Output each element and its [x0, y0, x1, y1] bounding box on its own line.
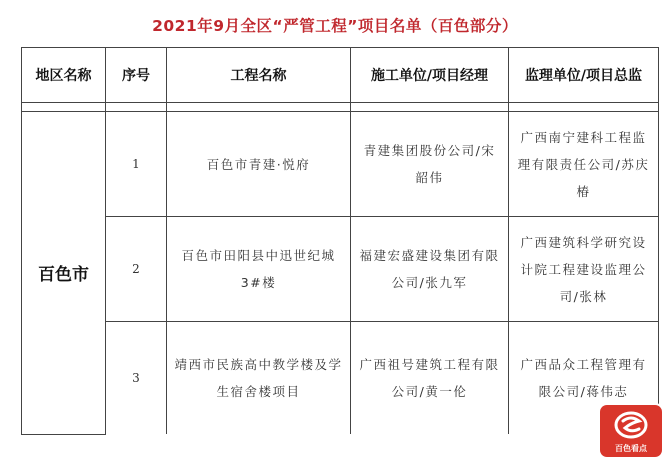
project-cell: 百色市田阳县中迅世纪城3#楼 — [167, 217, 351, 322]
table-row — [22, 322, 659, 435]
header-project: 工程名称 — [167, 48, 351, 103]
header-contractor: 施工单位/项目经理 — [351, 48, 509, 103]
table-row — [22, 112, 659, 217]
header-supervisor: 监理单位/项目总监 — [509, 48, 659, 103]
seq-cell: 1 — [106, 112, 167, 217]
header-seq: 序号 — [106, 48, 167, 103]
project-cell: 靖西市民族高中教学楼及学生宿舍楼项目 — [167, 322, 351, 435]
table-header-row — [22, 48, 659, 103]
supervisor-cell: 广西品众工程管理有限公司/蒋伟志 — [509, 322, 659, 435]
project-table — [21, 47, 659, 435]
header-region: 地区名称 — [22, 48, 106, 103]
spacer-cell — [22, 103, 106, 112]
logo-swirl-icon — [613, 409, 649, 441]
spacer-cell — [351, 103, 509, 112]
spacer-cell — [167, 103, 351, 112]
project-cell: 百色市青建·悦府 — [167, 112, 351, 217]
spacer-cell — [509, 103, 659, 112]
seq-cell: 2 — [106, 217, 167, 322]
region-cell: 百色市 — [22, 112, 106, 435]
page-title: 2021年9月全区“严管工程”项目名单（百色部分） — [152, 17, 518, 35]
watermark-logo — [600, 405, 662, 457]
contractor-cell: 青建集团股份公司/宋韶伟 — [351, 112, 509, 217]
contractor-cell: 福建宏盛建设集团有限公司/张九军 — [351, 217, 509, 322]
contractor-cell: 广西祖号建筑工程有限公司/黄一伦 — [351, 322, 509, 435]
supervisor-cell: 广西建筑科学研究设计院工程建设监理公司/张林 — [509, 217, 659, 322]
supervisor-cell: 广西南宁建科工程监理有限责任公司/苏庆椿 — [509, 112, 659, 217]
table-spacer-row — [22, 103, 659, 112]
logo-text: 百色看点 — [615, 444, 647, 453]
seq-cell: 3 — [106, 322, 167, 435]
spacer-cell — [106, 103, 167, 112]
table-row — [22, 217, 659, 322]
